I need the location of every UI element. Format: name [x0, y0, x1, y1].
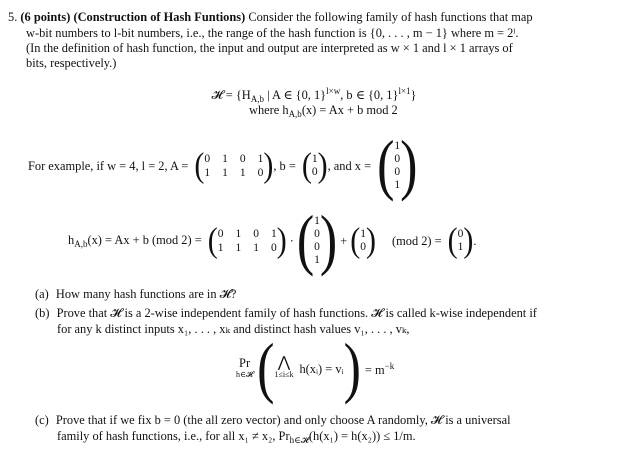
computation-line	[68, 203, 477, 278]
computation-mod: (mod 2) =	[391, 233, 442, 248]
matrix-A: ( 0 1 0 1 1 1 1 0 )	[194, 146, 274, 185]
part-c-line2: family of hash functions, i.e., for all x₁ ≠ x₂, $Pr_{h\in 𝓗}(h(x_1) = h(x_2)) \le 1/m$.	[57, 429, 416, 445]
computation-end: .	[473, 233, 477, 248]
computation-plus: +	[340, 233, 348, 248]
formula-inner: h(xᵢ) = vᵢ	[299, 361, 344, 376]
computation-vector-b-cell-0: 1	[360, 228, 366, 240]
problem-number: 5.	[8, 10, 18, 24]
computation-vector-b: ( 1 0 )	[350, 221, 376, 260]
matrix-A-cell-0-0: 0	[204, 152, 211, 165]
computation-matrix-A-cell-0-1: 1	[235, 227, 242, 240]
computation-lhs: $h_{A,b}(x) = Ax + b$ (mod 2) =	[68, 233, 202, 249]
example-line	[28, 128, 418, 203]
computation-matrix-A-cells	[218, 228, 277, 255]
matrix-A-cell-1-1: 1	[222, 166, 228, 179]
matrix-A-cell-0-3: 1	[257, 152, 264, 165]
probability-formula: Pr h∈𝓗 ( ⋀ 1≤i≤k h(xᵢ) = vᵢ ) = $m^{-k}$	[236, 331, 395, 406]
example-b-label: , b =	[273, 158, 296, 173]
computation-matrix-A-cell-0-2: 0	[253, 227, 259, 240]
problem-intro-line2: w-bit numbers to l-bit numbers, i.e., the range of the hash function is {0, . . . , m − 1} where m = 2ˡ.	[26, 26, 519, 40]
computation-matrix-A-cell-1-3: 0	[270, 241, 277, 254]
computation-matrix-A-cell-1-2: 1	[253, 241, 259, 254]
computation-dot: ·	[289, 233, 294, 248]
problem-intro-line1	[8, 10, 533, 25]
vector-x-cell-0: 1	[394, 140, 401, 152]
vector-b-cell-0: 1	[311, 153, 318, 165]
computation-vector-x: ( 1 0 0 1 )	[296, 203, 338, 278]
part-c-text1: Prove that if we fix b = 0 (the all zero vector) and only choose A randomly, 𝓗 is a universal	[55, 413, 511, 427]
part-b-text1: Prove that 𝓗 is a 2-wise independent family of hash functions. 𝓗 is called k-wise independent if	[56, 306, 537, 320]
computation-matrix-A-cell-1-0: 1	[217, 241, 224, 254]
computation-vector-b-cell-1: 0	[360, 241, 366, 253]
family-where-clause: where $h_{A,b}(x) = Ax + b$ mod 2	[249, 103, 398, 119]
computation-result: ( 0 1 )	[447, 221, 474, 260]
computation-vector-x-cell-1: 0	[314, 228, 320, 240]
computation-matrix-A-cell-1-1: 1	[235, 241, 242, 254]
problem-intro-line4: bits, respectively.)	[26, 56, 117, 70]
computation-vector-x-cell-2: 0	[314, 241, 320, 253]
example-prefix: For example, if w = 4, l = 2, A =	[28, 158, 189, 173]
matrix-A-cell-1-2: 1	[239, 166, 246, 179]
example-x-label: , and x =	[327, 158, 372, 173]
matrix-A-cell-1-3: 0	[257, 166, 264, 179]
problem-intro-line3: (In the definition of hash function, the input and output are interpreted as w × 1 and l × 1 arrays of	[26, 41, 513, 55]
vector-b: ( 1 0 )	[301, 146, 328, 185]
part-b-label: (b)	[35, 306, 50, 320]
matrix-A-cell-1-0: 1	[204, 166, 211, 179]
matrix-A-cells	[204, 153, 263, 180]
vector-x: ( 1 0 0 1 )	[377, 128, 418, 203]
vector-x-cell-3: 1	[394, 179, 401, 191]
vector-x-cell-2: 0	[394, 166, 401, 178]
part-c-label: (c)	[35, 413, 49, 427]
computation-result-cell-1: 1	[457, 241, 464, 253]
matrix-A-cell-0-1: 1	[222, 152, 228, 165]
problem-intro-rest: Consider the following family of hash functions that map	[248, 10, 533, 24]
computation-vector-x-cell-3: 1	[314, 254, 320, 266]
pr-operator: Pr h∈𝓗	[236, 356, 254, 379]
vector-b-cell-1: 0	[311, 166, 318, 178]
part-c-line1	[35, 413, 511, 428]
part-a-text: How many hash functions are in 𝓗?	[55, 287, 237, 301]
part-a	[35, 287, 236, 302]
part-b-line1	[35, 306, 537, 321]
family-definition: 𝓗 = {$H_{A,b}$ | A ∈ {0, 1}$^{l\times w}$, b ∈ {0, 1}$^{l\times 1}$}	[211, 86, 417, 104]
wedge-operator: ⋀ 1≤i≤k	[274, 355, 294, 379]
computation-result-cell-0: 0	[457, 228, 464, 240]
computation-matrix-A-cell-0-3: 1	[270, 227, 277, 240]
problem-title: (Construction of Hash Funtions)	[73, 10, 246, 24]
computation-vector-x-cell-0: 1	[314, 215, 320, 227]
part-b-line2: for any k distinct inputs x₁, . . . , xₖ and distinct hash values v₁, . . . , vₖ,	[57, 322, 410, 336]
formula-rhs: = $m^{-k}$	[364, 360, 395, 377]
computation-matrix-A: ( 0 1 0 1 1 1 1 0 )	[207, 221, 287, 260]
computation-matrix-A-cell-0-0: 0	[217, 227, 224, 240]
part-a-label: (a)	[35, 287, 49, 301]
problem-points: (6 points)	[20, 10, 71, 24]
matrix-A-cell-0-2: 0	[239, 152, 246, 165]
vector-x-cell-1: 0	[394, 153, 401, 165]
